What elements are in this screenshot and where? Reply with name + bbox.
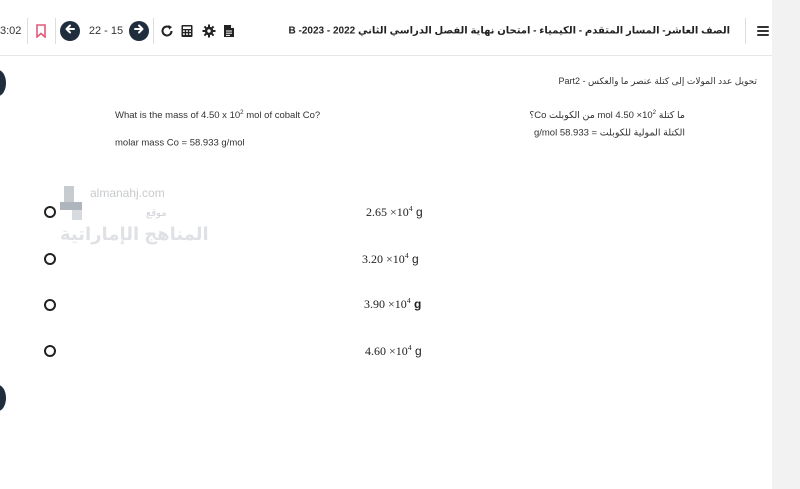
right-scroll-strip <box>772 0 800 489</box>
exam-title: الصف العاشر- المسار المتقدم - الكيمياء - امتحان نهاية الفصل الدراسي الثاني 2022 - 2023- B <box>288 25 730 37</box>
molar-mass-en: molar mass Co = 58.933 g/mol <box>115 137 245 149</box>
option-text[interactable]: $4.60 \times 10^4$ g <box>365 343 422 358</box>
bookmark-icon[interactable] <box>35 24 47 38</box>
question-text-ar: ما كتلة $4.50 \times 10^2$ mol من الكوبلت Co؟ <box>529 108 685 122</box>
option-text[interactable]: $2.65 \times 10^4$ g <box>366 204 423 219</box>
toolbar-divider <box>153 18 154 44</box>
toolbar-divider <box>55 18 56 44</box>
refresh-icon[interactable] <box>160 24 174 38</box>
watermark-text-small: موقع <box>146 208 167 219</box>
radio-button[interactable] <box>44 206 56 218</box>
question-text-en: What is the mass of 4.50 x $10^2$ mol of cobalt Co? <box>115 108 321 122</box>
part-heading: تحويل عدد المولات إلى كتلة عنصر ما والعكس - Part2 <box>558 76 757 86</box>
question-range: 22 - 15 <box>88 25 124 37</box>
gear-icon[interactable] <box>202 24 216 38</box>
timer: 3:02 <box>0 25 22 37</box>
toolbar-divider <box>27 18 28 44</box>
radio-button[interactable] <box>44 299 56 311</box>
toolbar-divider <box>745 18 746 44</box>
radio-button[interactable] <box>44 345 56 357</box>
top-toolbar <box>0 0 772 56</box>
molar-mass-ar: الكتلة المولية للكوبلت = 58.933 g/mol <box>533 127 685 139</box>
option-text[interactable]: $3.90 \times 10^4$ g <box>364 296 422 311</box>
side-nav-handle[interactable] <box>0 385 6 411</box>
document-icon[interactable] <box>222 24 236 38</box>
side-nav-handle[interactable] <box>0 70 6 96</box>
option-text[interactable]: $3.20 \times 10^4$ g <box>362 251 419 266</box>
next-button[interactable] <box>129 21 149 41</box>
prev-icon <box>64 22 76 40</box>
watermark <box>60 186 210 256</box>
watermark-url: almanahj.com <box>90 186 165 200</box>
watermark-text-large: المناهج الإماراتية <box>60 224 209 244</box>
menu-icon[interactable] <box>757 26 769 36</box>
next-icon <box>133 22 145 40</box>
calculator-icon[interactable] <box>180 24 194 38</box>
prev-button[interactable] <box>60 21 80 41</box>
watermark-logo-icon <box>60 186 88 220</box>
radio-button[interactable] <box>44 253 56 265</box>
